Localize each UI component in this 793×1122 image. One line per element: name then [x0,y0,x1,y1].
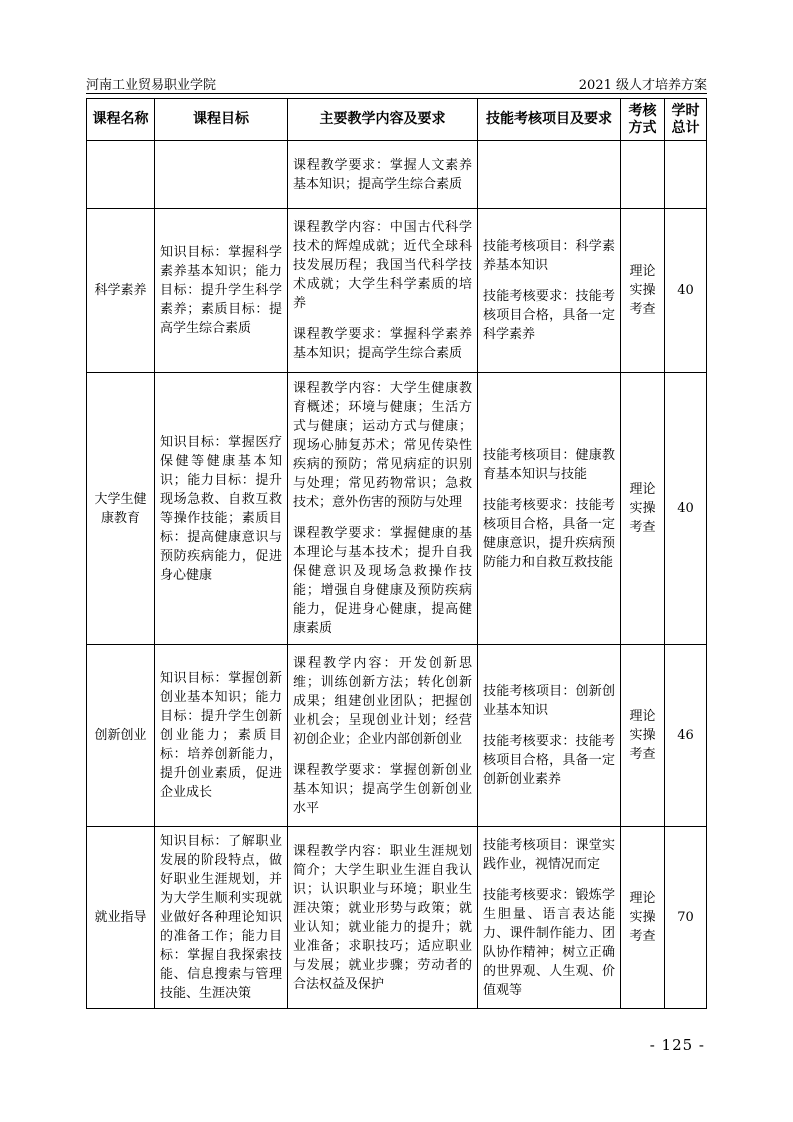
column-header: 课程目标 [155,99,288,141]
assessment-method [621,141,665,209]
course-content [288,373,478,645]
course-goal: 知识目标：了解职业发展的阶段特点，做好职业生涯规划，并为大学生顺利实现就业做好各种理论知识的准备工作；能力目标：掌握自我探索技能、信息搜索与管理技能、生涯决策 [155,827,288,1009]
assessment-method: 理论实操考查 [621,827,665,1009]
column-header: 技能考核项目及要求 [478,99,621,141]
school-name: 河南工业贸易职业学院 [86,78,217,93]
content-paragraph: 课程教学要求：掌握科学素养基本知识；提高学生综合素质 [293,327,472,361]
skill-requirements [478,645,621,827]
column-header: 主要教学内容及要求 [288,99,478,141]
course-content [288,209,478,373]
skill-requirements [478,373,621,645]
skill-paragraph: 技能考核要求：技能考核项目合格，具备一定科学素养 [483,289,615,342]
skill-paragraph: 技能考核项目：健康教育基本知识与技能 [483,447,615,482]
course-name: 大学生健康教育 [87,373,155,645]
course-content [288,141,478,209]
course-goal: 知识目标：掌握创新创业基本知识；能力目标：提升学生创新创业能力；素质目标：培养创新能力，提升创业素质，促进企业成长 [155,645,288,827]
column-header: 学时总计 [665,99,707,141]
course-goal [155,141,288,209]
header-rule [86,93,707,94]
skill-requirements [478,141,621,209]
assessment-method: 理论实操考查 [621,373,665,645]
table-header-row [87,99,707,141]
skill-paragraph: 技能考核项目：科学素养基本知识 [483,239,615,273]
table-row [87,827,707,1009]
content-paragraph: 课程教学内容：中国古代科学技术的辉煌成就；近代全球科技发展历程；我国当代科学技术成就；大学生科学素质的培养 [293,220,472,311]
table-row [87,141,707,209]
course-name: 创新创业 [87,645,155,827]
plan-title: 2021 级人才培养方案 [578,78,707,93]
skill-paragraph: 技能考核要求：技能考核项目合格，具备一定创新创业素养 [483,734,615,787]
column-header: 考核方式 [621,99,665,141]
course-table [86,98,707,1009]
skill-paragraph: 技能考核项目：创新创业基本知识 [483,684,615,718]
skill-paragraph: 技能考核项目：课堂实践作业，视情况而定 [483,837,615,872]
skill-requirements [478,827,621,1009]
assessment-method: 理论实操考查 [621,209,665,373]
content-paragraph: 课程教学内容：大学生健康教育概述；环境与健康；生活方式与健康；运动方式与健康；现场心肺复苏术；常见传染性疾病的预防；常见病症的识别与处理；常见药物常识；急救技术；意外伤害的预防与处理 [293,381,472,510]
course-content [288,645,478,827]
assessment-method: 理论实操考查 [621,645,665,827]
table-row [87,645,707,827]
total-hours [665,141,707,209]
course-name: 就业指导 [87,827,155,1009]
content-paragraph: 课程教学要求：掌握人文素养基本知识；提高学生综合素质 [293,157,472,192]
total-hours: 40 [665,373,707,645]
table-row [87,209,707,373]
course-goal: 知识目标：掌握医疗保健等健康基本知识；能力目标：提升现场急救、自救互救等操作技能；素质目标：提高健康意识与预防疾病能力，促进身心健康 [155,373,288,645]
total-hours: 46 [665,645,707,827]
total-hours: 70 [665,827,707,1009]
content-paragraph: 课程教学内容：职业生涯规划简介；大学生职业生涯自我认识；认识职业与环境；职业生涯决策；就业形势与政策；就业认知；就业能力的提升；就业准备；求职技巧；适应职业与发展；就业步骤；劳动者的合法权益及保护 [293,843,472,992]
page-header [86,74,707,94]
page-number: - 125 - [649,1036,705,1054]
total-hours: 40 [665,209,707,373]
skill-requirements [478,209,621,373]
course-content [288,827,478,1009]
table-row [87,373,707,645]
course-goal: 知识目标：掌握科学素养基本知识；能力目标：提升学生科学素养；素质目标：提高学生综合素质 [155,209,288,373]
content-paragraph: 课程教学要求：掌握健康的基本理论与基本技术；提升自我保健意识及现场急救操作技能；增强自身健康及预防疾病能力，促进身心健康，提高健康素质 [293,526,472,636]
content-paragraph: 课程教学要求：掌握创新创业基本知识；提高学生创新创业水平 [293,762,472,816]
content-paragraph: 课程教学内容：开发创新思维；训练创新方法；转化创新成果；组建创业团队；把握创业机会；呈现创业计划；经营初创企业；企业内部创新创业 [293,655,472,747]
column-header: 课程名称 [87,99,155,141]
skill-paragraph: 技能考核要求：锻炼学生胆量、语言表达能力、课件制作能力、团队协作精神；树立正确的世界观、人生观、价值观等 [483,887,615,998]
course-name: 科学素养 [87,209,155,373]
course-name [87,141,155,209]
skill-paragraph: 技能考核要求：技能考核项目合格，具备一定健康意识，提升疾病预防能力和自救互救技能 [483,497,615,570]
